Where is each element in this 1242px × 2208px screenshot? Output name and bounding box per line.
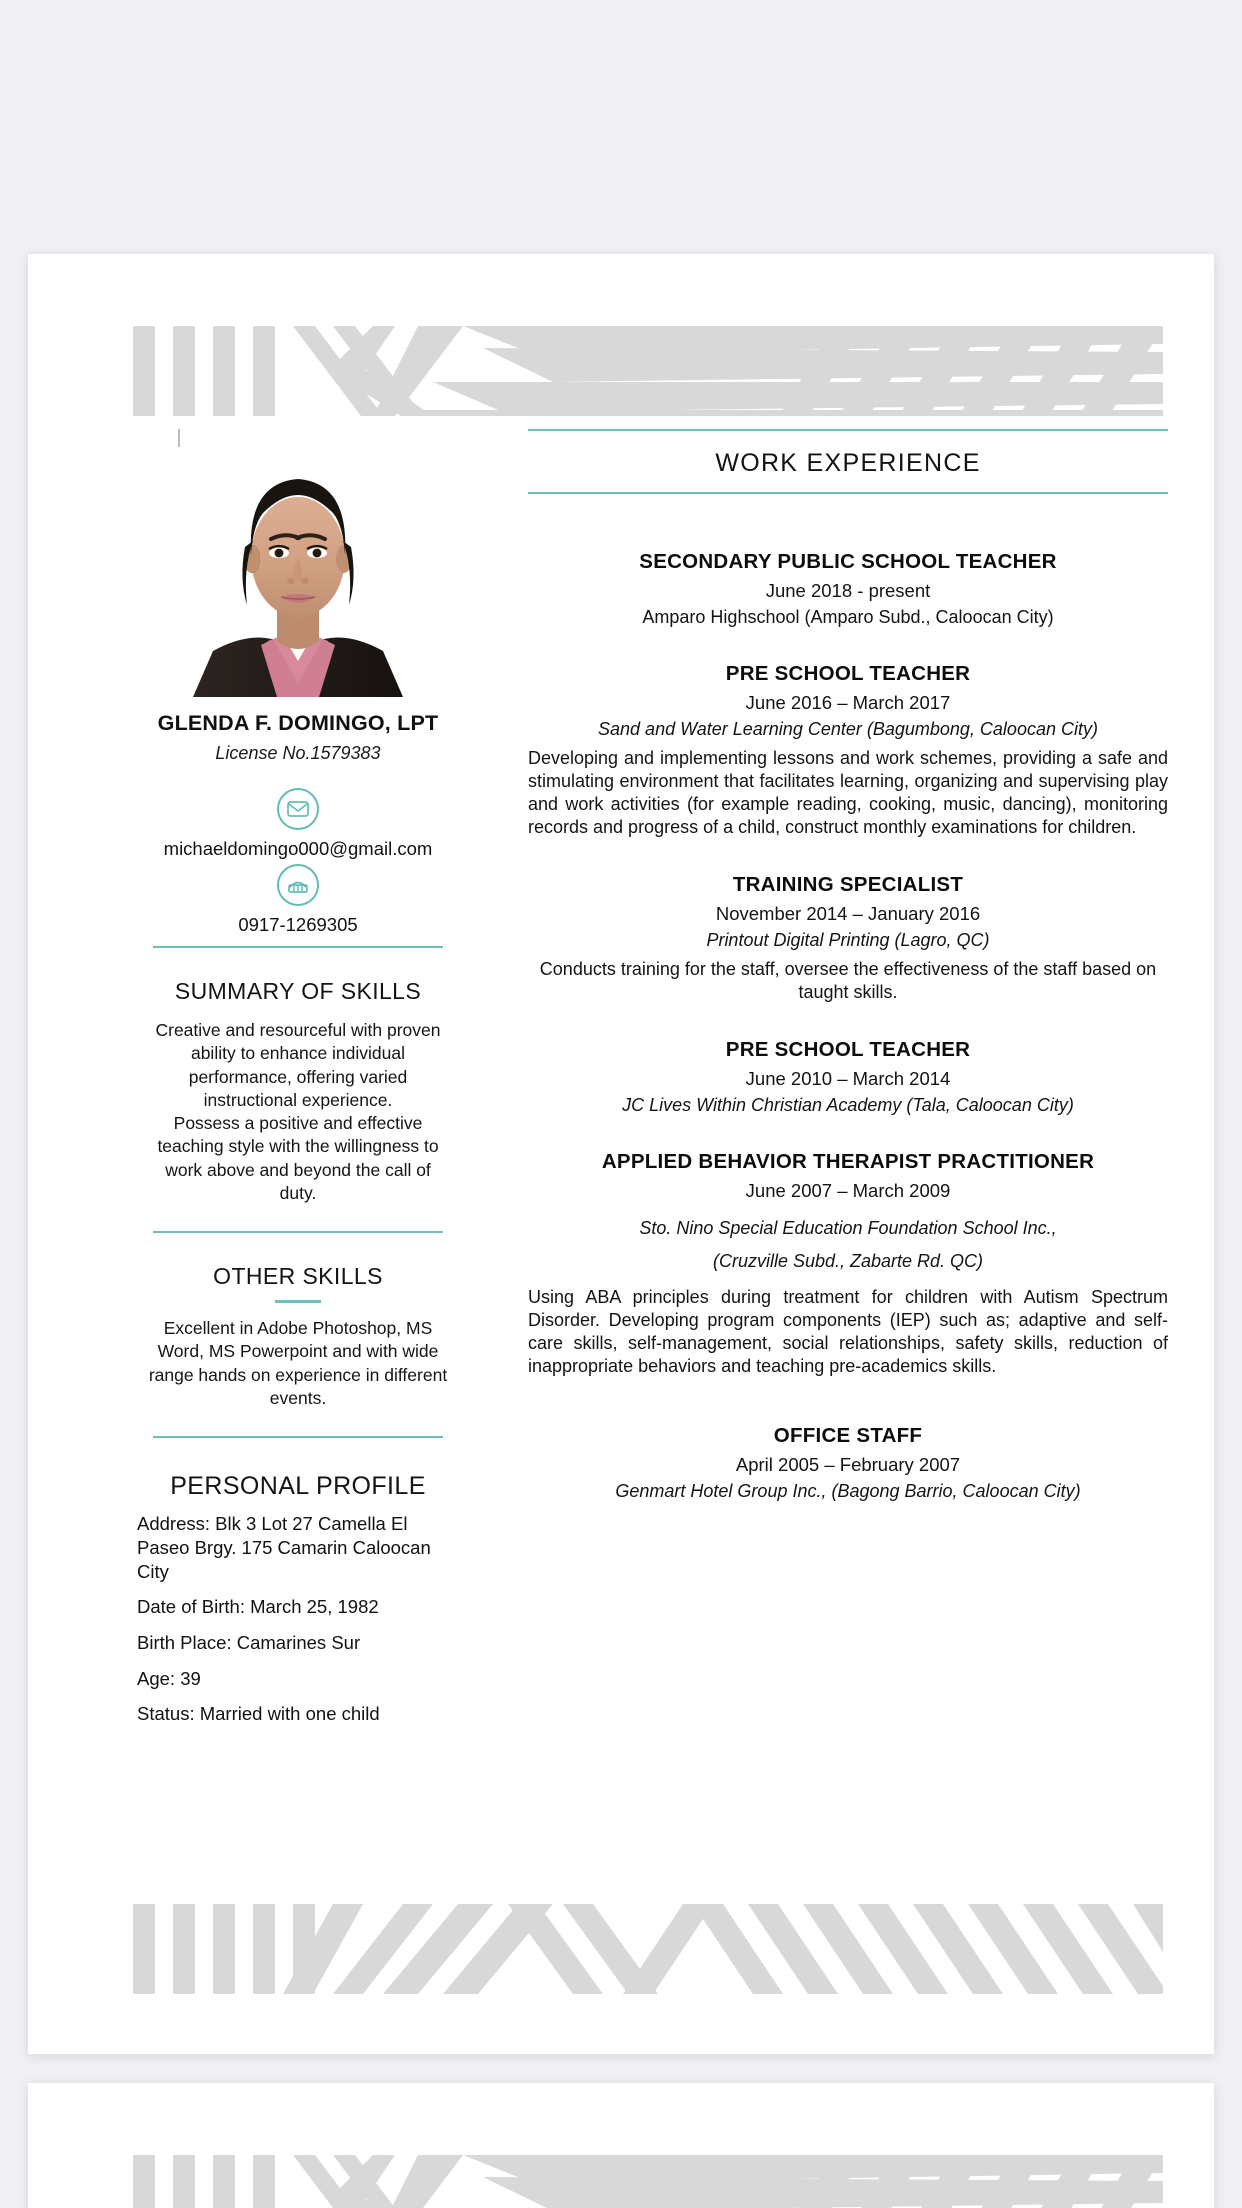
job-organization-line2: (Cruzville Subd., Zabarte Rd. QC): [712, 1251, 984, 1272]
job-dates: June 2007 – March 2009: [745, 1180, 951, 1202]
telephone-icon: [277, 864, 319, 906]
envelope-icon: [277, 788, 319, 830]
work-experience-column: [528, 429, 1168, 1738]
list-item: Status: Married with one child: [137, 1703, 380, 1725]
job-organization: JC Lives Within Christian Academy (Tala, Caloocan City): [622, 1095, 1074, 1116]
resume-body: [28, 429, 1214, 1738]
avatar: [173, 429, 423, 697]
resume-page-2: [28, 2083, 1214, 2208]
decorative-stripe-band-top: [133, 326, 1163, 416]
job-dates: June 2016 – March 2017: [745, 692, 951, 713]
decorative-stripe-band-page2: [133, 2155, 1163, 2208]
job-title: PRE SCHOOL TEACHER: [725, 662, 971, 685]
list-item: Age: 39: [137, 1667, 201, 1689]
job-organization: Amparo Highschool (Amparo Subd., Caloocan City): [642, 607, 1054, 627]
other-skills-heading: OTHER SKILLS: [213, 1263, 383, 1290]
license-number: License No.1579383: [215, 743, 381, 763]
summary-body: [133, 1019, 463, 1205]
job-dates: April 2005 – February 2007: [735, 1454, 961, 1476]
summary-paragraph: Possess a positive and effective teaching style with the willingness to work above and beyond the call of duty.: [157, 1113, 439, 1203]
job-description: Developing and implementing lessons and work schemes, providing a safe and stimulating environment that facilitates learning, organizing and supervising play and work activities (for example reading, cooking, music, dancing), monitoring records and progress of a child, construct monthly examinations for children.: [528, 748, 1168, 838]
job-dates: June 2018 - present: [765, 580, 931, 601]
other-skills-underline: [275, 1300, 321, 1303]
job-dates: June 2010 – March 2014: [745, 1068, 951, 1090]
resume-page-1: [28, 254, 1214, 2054]
job-title: SECONDARY PUBLIC SCHOOL TEACHER: [639, 550, 1057, 573]
job-description: Using ABA principles during treatment for children with Autism Spectrum Disorder. Developing program components (IEP) such as; adaptive and self-care skills, self-management, social relationships, safety skills, reduction of inappropriate behaviors and teaching pre-academics skills.: [528, 1287, 1168, 1377]
personal-profile-list: [133, 1512, 463, 1726]
list-item: Address: Blk 3 Lot 27 Camella El Paseo Brgy. 175 Camarin Caloocan City: [137, 1513, 431, 1582]
list-item: Date of Birth: March 25, 1982: [137, 1596, 379, 1618]
summary-heading: SUMMARY OF SKILLS: [174, 978, 422, 1004]
personal-profile-heading: PERSONAL PROFILE: [170, 1472, 426, 1501]
contact-divider: [153, 946, 443, 948]
section-rule-bottom: [528, 492, 1168, 494]
photo-corner-tick: [178, 429, 180, 447]
summary-divider: [153, 1231, 443, 1233]
work-experience-heading: WORK EXPERIENCE: [715, 449, 981, 477]
job-entry: [528, 662, 1168, 839]
other-skills-body: Excellent in Adobe Photoshop, MS Word, MS Powerpoint and with wide range hands on experience in different events.: [148, 1318, 448, 1408]
list-item: Birth Place: Camarines Sur: [137, 1631, 361, 1653]
job-title: PRE SCHOOL TEACHER: [725, 1038, 971, 1062]
other-skills-divider: [153, 1436, 443, 1438]
job-description: Conducts training for the staff, oversee the effectiveness of the staff based on taught skills.: [539, 959, 1157, 1003]
job-organization: Sand and Water Learning Center (Bagumbong, Caloocan City): [598, 719, 1098, 739]
page-title: GLENDA F. DOMINGO, LPT: [157, 711, 439, 735]
email-value[interactable]: michaeldomingo000@gmail.com: [163, 838, 433, 859]
sidebar-column: [133, 429, 463, 1738]
job-entry: [528, 550, 1168, 628]
decorative-stripe-band-bottom: [133, 1904, 1163, 1994]
job-organization: Printout Digital Printing (Lagro, QC): [706, 930, 990, 951]
job-entry: [528, 1150, 1168, 1378]
spacer: [528, 494, 1168, 516]
job-organization: Genmart Hotel Group Inc., (Bagong Barrio, Caloocan City): [615, 1481, 1081, 1502]
job-entry: [528, 1424, 1168, 1502]
job-organization: Sto. Nino Special Education Foundation School Inc.,: [639, 1218, 1057, 1239]
phone-value[interactable]: 0917-1269305: [238, 914, 358, 935]
job-dates: November 2014 – January 2016: [715, 903, 981, 925]
contact-block: [133, 788, 463, 948]
job-title: OFFICE STAFF: [773, 1424, 923, 1448]
job-title: TRAINING SPECIALIST: [732, 873, 964, 897]
job-entry: [528, 873, 1168, 1004]
summary-paragraph: Creative and resourceful with proven ability to enhance individual performance, offering varied instructional experience.: [155, 1020, 441, 1110]
job-entry: [528, 1038, 1168, 1116]
job-title: APPLIED BEHAVIOR THERAPIST PRACTITIONER: [601, 1150, 1095, 1174]
work-experience-header: [528, 429, 1168, 494]
